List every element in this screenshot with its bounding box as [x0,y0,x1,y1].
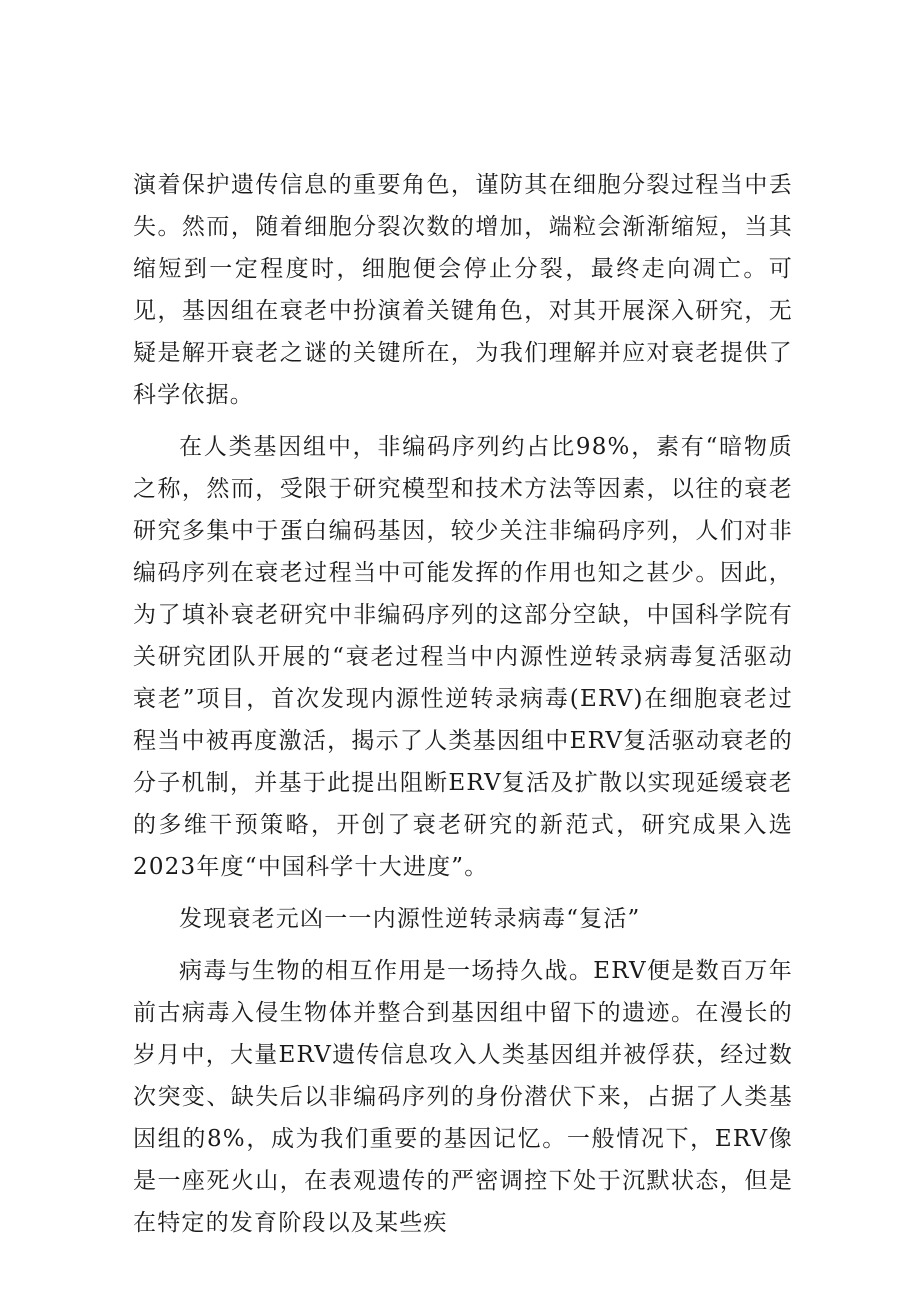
section-heading: 发现衰老元凶一一内源性逆转录病毒“复活” [179,906,641,932]
document-body [133,164,793,1254]
paragraph-noncoding-sequences: 在人类基因组中，非编码序列约占比98%，素有“暗物质之称，然而，受限于研究模型和技术方法等因素，以往的衰老研究多集中于蛋白编码基因，较少关注非编码序列，人们对非编码序列在衰老过程当中可能发挥的作用也知之甚少。因此，为了填补衰老研究中非编码序列的这部分空缺，中国科学院有关研究团队开展的“衰老过程当中内源性逆转录病毒复活驱动衰老”项目，首次发现内源性逆转录病毒(ERV)在细胞衰老过程当中被再度激活，揭示了人类基因组中ERV复活驱动衰老的分子机制，并基于此提出阻断ERV复活及扩散以实现延缓衰老的多维干预策略，开创了衰老研究的新范式，研究成果入选2023年度“中国科学十大进度”。 [133,434,793,880]
paragraph-telomere-continuation: 演着保护遗传信息的重要角色，谨防其在细胞分裂过程当中丢失。然而，随着细胞分裂次数的增加，端粒会渐渐缩短，当其缩短到一定程度时，细胞便会停止分裂，最终走向凋亡。可见，基因组在衰老中扮演着关键角色，对其开展深入研究，无疑是解开衰老之谜的关键所在，为我们理解并应对衰老提供了科学依据。 [133,172,793,408]
paragraph-erv-history: 病毒与生物的相互作用是一场持久战。ERV便是数百万年前古病毒入侵生物体并整合到基因组中留下的遗迹。在漫长的岁月中，大量ERV遗传信息攻入人类基因组并被俘获，经过数次突变、缺失后以非编码序列的身份潜伏下来，占据了人类基因组的8%，成为我们重要的基因记忆。一般情况下，ERV像是一座死火山，在表观遗传的严密调控下处于沉默状态，但是在特定的发育阶段以及某些疾 [133,958,793,1236]
